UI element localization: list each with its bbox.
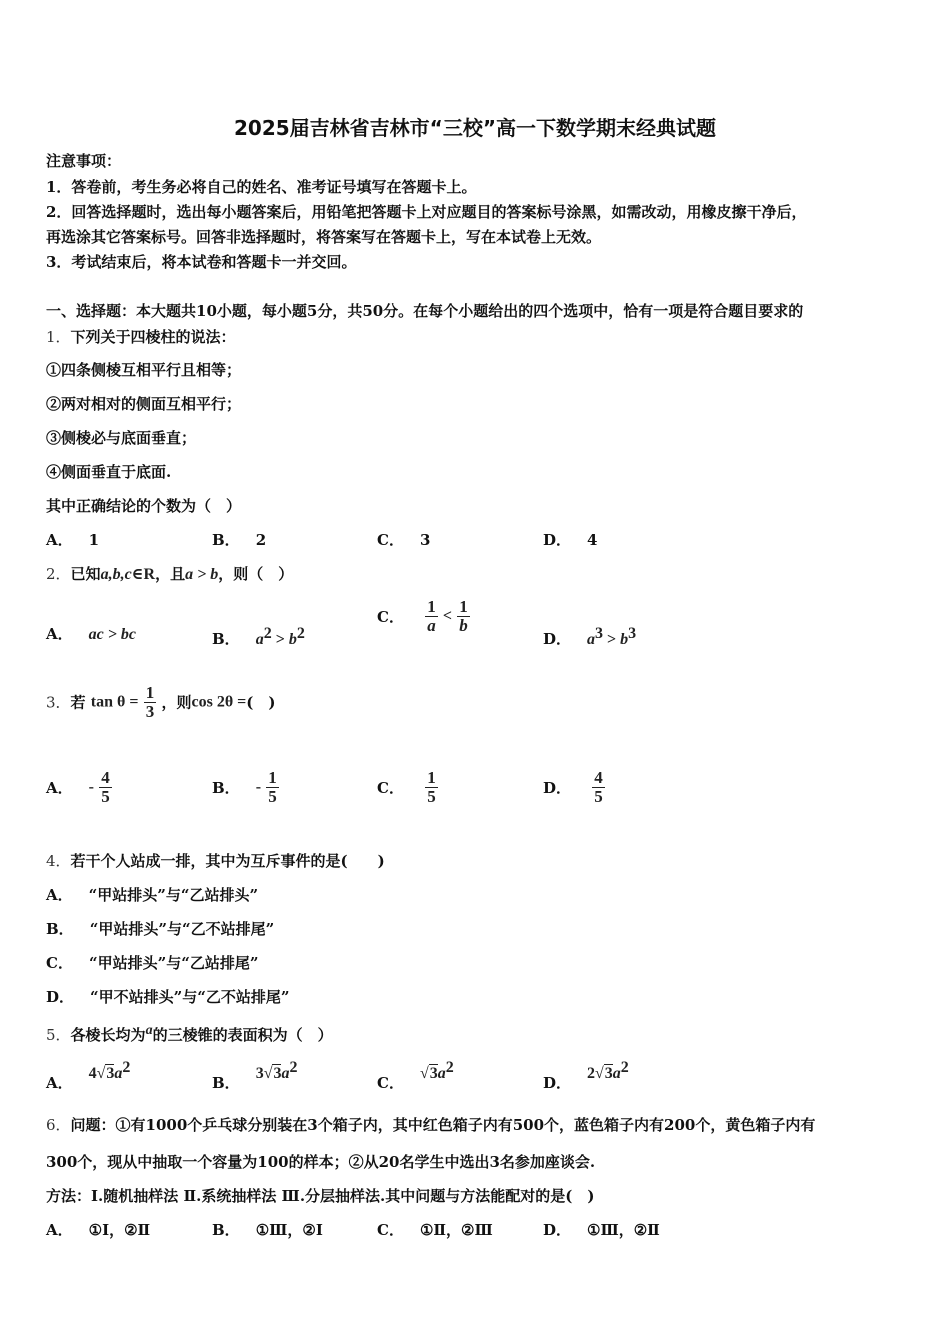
notice-heading: 注意事项： [46,152,122,170]
q1-option-d: D． 4 [543,531,598,549]
fraction: $\frac{1}{3}$ [145,683,155,721]
q6-option-c: C． ①Ⅱ，②Ⅲ [377,1221,493,1239]
fraction: $\frac{1}{5}$ [427,768,436,806]
q5-option-a: A．$4√3a^2$ [46,1059,131,1092]
notice-item: 2．回答选择题时，选出每小题答案后，用铅笔把答题卡上对应题目的答案标号涂黑，如需改动，用橡皮擦干净后， [46,203,807,221]
q2-option-c: C． $\frac{1}{a}$ < $\frac{1}{b}$ [377,597,468,635]
q1-option-b: B． 2 [212,531,267,549]
q2-option-a: A． ac > bc [46,625,136,643]
notice-item: 3．考试结束后，将本试卷和答题卡一并交回。 [46,253,357,271]
q5-option-b: B．$3√3a^2$ [212,1059,298,1092]
q6-option-b: B． ①Ⅲ，②Ⅰ [212,1221,323,1239]
page-title: 2025届吉林省吉林市“三校”高一下数学期末经典试题 [234,116,716,140]
q1-ask: 其中正确结论的个数为（ ） [46,497,242,515]
fraction: $\frac{1}{5}$ [268,768,277,806]
q1-statement: ④侧面垂直于底面. [46,463,172,481]
question-2-stem: 2．已知a,b,c∈R，且a > b，则（ ） [46,565,294,583]
q3-option-a: A． - $\frac{4}{5}$ [46,768,110,806]
q5-option-c: C．$√3a^2$ [377,1059,454,1092]
q6-option-d: D． ①Ⅲ，②Ⅱ [543,1221,660,1239]
q4-option-a: A． “甲站排头”与“乙站排头” [46,886,259,904]
q1-option-c: C． 3 [377,531,431,549]
q4-option-d: D． “甲不站排头”与“乙不站排尾” [46,988,290,1006]
question-6-stem: 6．问题：①有1000个乒乓球分别装在3个箱子内，其中红色箱子内有500个，蓝色箱子内有200个，黄色箱子内有 [46,1116,816,1134]
q1-statement: ①四条侧棱互相平行且相等； [46,361,242,379]
question-1-stem: 1．下列关于四棱柱的说法： [46,328,236,346]
section-heading: 一、选择题：本大题共10小题，每小题5分，共50分。在每个小题给出的四个选项中，恰有一项是符合题目要求的 [46,302,804,320]
question-5-stem: 5．各棱长均为$^a$的三棱锥的表面积为（ ） [46,1023,333,1044]
q4-option-b: B． “甲站排头”与“乙不站排尾” [46,920,275,938]
question-3-stem: 3．若 tan θ = $\frac{1}{3}$ ，则cos 2θ =( ) [46,683,276,721]
fraction: $\frac{4}{5}$ [101,768,110,806]
question-4-stem: 4．若干个人站成一排，其中为互斥事件的是( ) [46,852,385,870]
question-number: 1． [46,328,71,346]
fraction: $\frac{4}{5}$ [594,768,603,806]
q1-option-a: A． 1 [46,531,100,549]
q5-option-d: D．$2√3a^2$ [543,1059,629,1092]
q6-option-a: A． ①Ⅰ，②Ⅱ [46,1221,151,1239]
q2-option-b: B． $a^2 > b^2$ [212,625,305,648]
question-6-methods: 方法：Ⅰ.随机抽样法 Ⅱ.系统抽样法 Ⅲ.分层抽样法.其中问题与方法能配对的是( ) [46,1187,595,1205]
q1-statement: ③侧棱必与底面垂直； [46,429,197,447]
q3-option-b: B． - $\frac{1}{5}$ [212,768,277,806]
q3-option-d: D． $\frac{4}{5}$ [543,768,603,806]
q2-option-d: D． $a^3 > b^3$ [543,625,637,648]
fraction: $\frac{1}{a}$ [427,597,436,635]
notice-item: 1．答卷前，考生务必将自己的姓名、准考证号填写在答题卡上。 [46,178,477,196]
q1-statement: ②两对相对的侧面互相平行； [46,395,242,413]
q4-option-c: C． “甲站排头”与“乙站排尾” [46,954,259,972]
q3-option-c: C． $\frac{1}{5}$ [377,768,436,806]
fraction: $\frac{1}{b}$ [459,597,468,635]
notice-item: 再选涂其它答案标号。回答非选择题时，将答案写在答题卡上，写在本试卷上无效。 [46,228,602,246]
question-6-stem-cont: 300个，现从中抽取一个容量为100的样本；②从20名学生中选出3名参加座谈会. [46,1153,596,1171]
